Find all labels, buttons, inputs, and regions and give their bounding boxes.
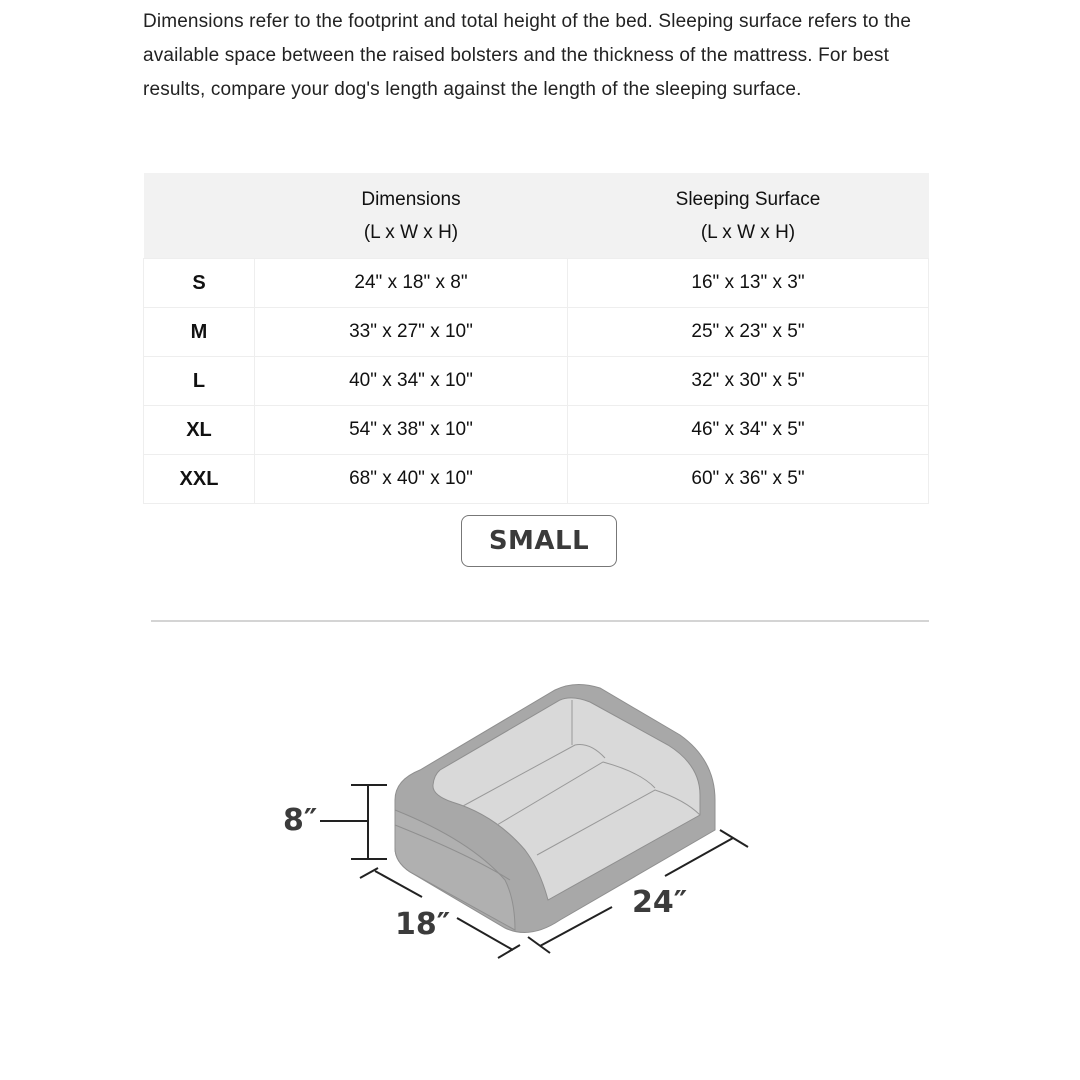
table-header-row bbox=[144, 173, 929, 259]
dimensions-cell: 24" x 18" x 8" bbox=[255, 259, 568, 308]
sleeping-surface-cell: 46" x 34" x 5" bbox=[568, 406, 929, 455]
size-cell: XXL bbox=[144, 455, 255, 504]
table-row bbox=[144, 455, 929, 504]
size-cell: M bbox=[144, 308, 255, 357]
table-row bbox=[144, 259, 929, 308]
table-row bbox=[144, 308, 929, 357]
section-divider bbox=[151, 620, 929, 622]
width-label: 18″ bbox=[395, 907, 451, 942]
table-row bbox=[144, 406, 929, 455]
header-dimensions-units: (L x W x H) bbox=[363, 221, 459, 243]
bed-dimension-diagram bbox=[270, 670, 770, 980]
size-cell: XL bbox=[144, 406, 255, 455]
header-dimensions bbox=[255, 173, 568, 259]
height-dimension-marker bbox=[320, 785, 387, 859]
dimensions-cell: 54" x 38" x 10" bbox=[255, 406, 568, 455]
size-guide-intro: Dimensions refer to the footprint and total height of the bed. Sleeping surface refers to the available space between the raised bolsters and the thickness of the mattress. For best results, compare your dog's length against the length of the sleeping surface. bbox=[143, 11, 912, 100]
height-label: 8″ bbox=[283, 803, 318, 838]
length-label: 24″ bbox=[632, 885, 688, 920]
header-dimensions-title: Dimensions bbox=[361, 188, 461, 210]
header-sleeping-surface-units: (L x W x H) bbox=[700, 221, 796, 243]
dimensions-cell: 33" x 27" x 10" bbox=[255, 308, 568, 357]
sleeping-surface-cell: 25" x 23" x 5" bbox=[568, 308, 929, 357]
size-cell: S bbox=[144, 259, 255, 308]
size-chart-table bbox=[143, 173, 929, 504]
sleeping-surface-cell: 16" x 13" x 3" bbox=[568, 259, 929, 308]
table-row bbox=[144, 357, 929, 406]
size-cell: L bbox=[144, 357, 255, 406]
dimensions-cell: 40" x 34" x 10" bbox=[255, 357, 568, 406]
size-selector-button[interactable]: SMALL bbox=[461, 515, 617, 567]
sleeping-surface-cell: 60" x 36" x 5" bbox=[568, 455, 929, 504]
sleeping-surface-cell: 32" x 30" x 5" bbox=[568, 357, 929, 406]
dimensions-cell: 68" x 40" x 10" bbox=[255, 455, 568, 504]
header-size bbox=[144, 173, 255, 259]
header-sleeping-surface-title: Sleeping Surface bbox=[675, 188, 821, 210]
header-sleeping-surface bbox=[568, 173, 929, 259]
